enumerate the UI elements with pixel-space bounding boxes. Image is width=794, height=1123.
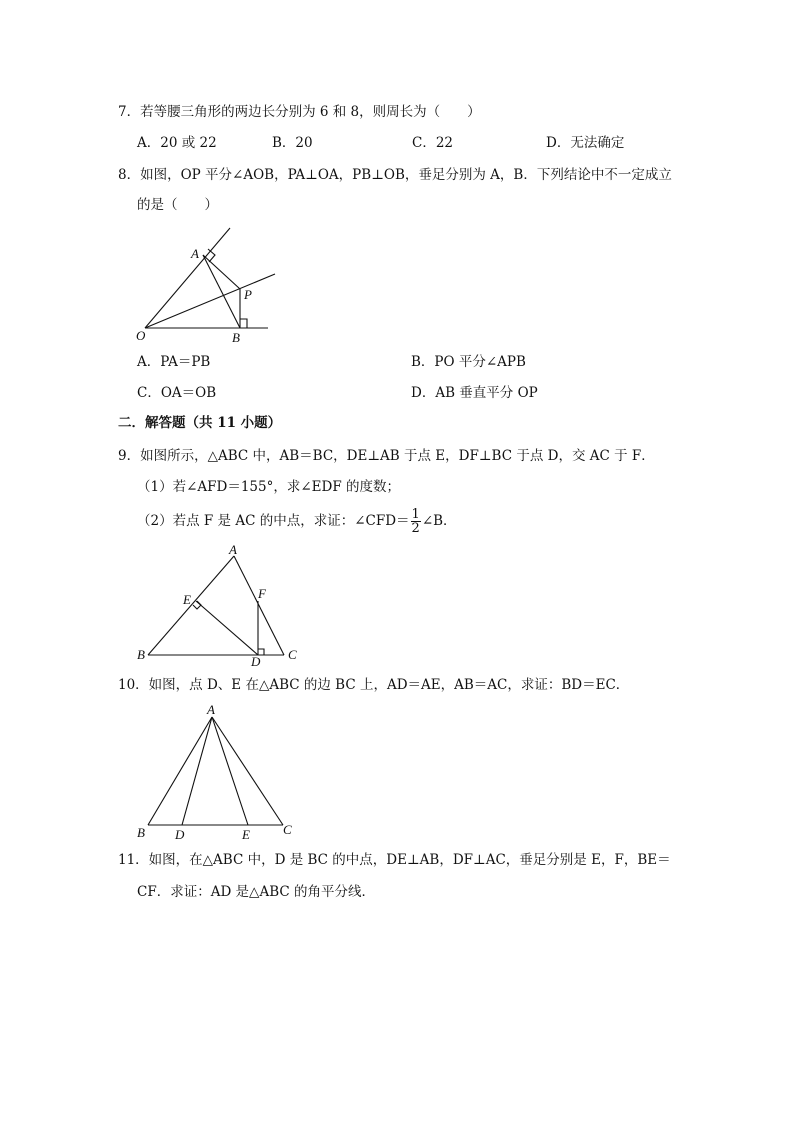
label-f: F	[258, 586, 266, 601]
q8-option-d: D．AB 垂直平分 OP	[411, 385, 538, 401]
q8-option-b: B．PO 平分∠APB	[411, 354, 526, 370]
q7-stem: 7．若等腰三角形的两边长分别为 6 和 8，则周长为（ ）	[118, 104, 481, 120]
fraction-numerator: 1	[411, 507, 420, 522]
label-e: E	[242, 827, 250, 842]
q9-part1: （1）若∠AFD＝155°，求∠EDF 的度数；	[137, 479, 401, 495]
label-b: B	[137, 825, 145, 840]
side-ac	[212, 717, 283, 825]
q11-stem-line2: CF．求证：AD 是△ABC 的角平分线．	[137, 884, 375, 900]
side-ab	[148, 717, 212, 825]
label-c: C	[288, 647, 297, 662]
q8-option-a: A．PA＝PB	[137, 354, 211, 370]
q7-option-b: B．20	[272, 135, 313, 151]
section-title: 二．解答题（共 11 小题）	[118, 415, 282, 431]
segment-ae	[212, 717, 248, 825]
q8-stem-line2: 的是（ ）	[137, 197, 218, 213]
label-d: D	[251, 654, 261, 669]
label-a: A	[191, 246, 199, 261]
q8-option-c: C．OA＝OB	[137, 385, 217, 401]
q10-stem: 10．如图，点 D、E 在△ABC 的边 BC 上，AD＝AE，AB＝AC，求证：BD＝EC．	[118, 677, 630, 693]
fraction-denominator: 2	[411, 521, 420, 536]
q9-stem: 9．如图所示，△ABC 中，AB＝BC，DE⊥AB 于点 E，DF⊥BC 于点 D，交 AC 于 F．	[118, 448, 655, 464]
label-p: P	[244, 287, 252, 302]
q11-stem-line1: 11．如图，在△ABC 中，D 是 BC 的中点，DE⊥AB，DF⊥AC，垂足分别是 E，F，BE＝	[118, 852, 671, 868]
q7-option-d: D．无法确定	[546, 135, 625, 151]
label-a: A	[229, 542, 237, 557]
label-d: D	[175, 827, 185, 842]
q9-part2-prefix: （2）若点 F 是 AC 的中点，求证：∠CFD＝	[137, 513, 410, 529]
label-b: B	[232, 330, 240, 345]
segment-ad	[182, 717, 212, 825]
label-c: C	[283, 822, 292, 837]
label-a: A	[207, 702, 215, 717]
q8-stem-line1: 8．如图，OP 平分∠AOB，PA⊥OA，PB⊥OB，垂足分别为 A，B．下列结论中不一定成立	[118, 167, 672, 183]
label-b: B	[137, 647, 145, 662]
label-e: E	[183, 592, 191, 607]
q7-option-a: A．20 或 22	[137, 135, 217, 151]
q9-part2-suffix: ∠B．	[421, 513, 457, 529]
q7-option-c: C．22	[412, 135, 454, 151]
label-o: O	[136, 328, 146, 343]
